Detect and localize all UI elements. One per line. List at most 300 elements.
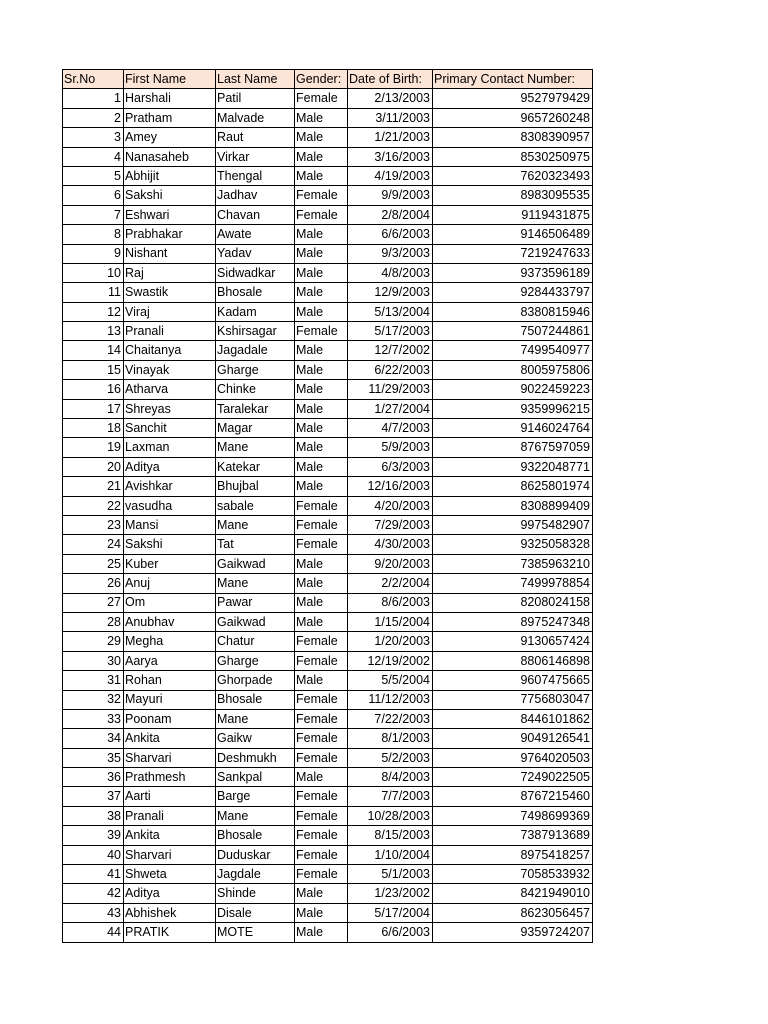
- table-row: [63, 651, 593, 670]
- cell-sr-no: 7: [63, 205, 124, 224]
- cell-gender: Female: [295, 322, 348, 341]
- cell-last-name: Duduskar: [216, 845, 295, 864]
- cell-dob: 6/22/2003: [348, 360, 433, 379]
- header-first-name: First Name: [124, 70, 216, 89]
- cell-last-name: Barge: [216, 787, 295, 806]
- table-row: [63, 147, 593, 166]
- table-row: [63, 806, 593, 825]
- cell-sr-no: 34: [63, 729, 124, 748]
- cell-last-name: Ghorpade: [216, 671, 295, 690]
- cell-dob: 12/19/2002: [348, 651, 433, 670]
- cell-first-name: Viraj: [124, 302, 216, 321]
- cell-gender: Female: [295, 496, 348, 515]
- table-row: [63, 166, 593, 185]
- cell-sr-no: 24: [63, 535, 124, 554]
- cell-gender: Female: [295, 865, 348, 884]
- cell-gender: Female: [295, 186, 348, 205]
- cell-first-name: Anubhav: [124, 612, 216, 631]
- cell-dob: 8/15/2003: [348, 826, 433, 845]
- cell-phone: 9130657424: [433, 632, 593, 651]
- cell-phone: 7620323493: [433, 166, 593, 185]
- cell-gender: Female: [295, 690, 348, 709]
- cell-first-name: Sharvari: [124, 748, 216, 767]
- cell-gender: Male: [295, 612, 348, 631]
- cell-last-name: Gaikwad: [216, 612, 295, 631]
- cell-dob: 7/29/2003: [348, 515, 433, 534]
- table-row: [63, 865, 593, 884]
- cell-gender: Male: [295, 554, 348, 573]
- cell-sr-no: 38: [63, 806, 124, 825]
- cell-gender: Male: [295, 884, 348, 903]
- cell-phone: 9022459223: [433, 380, 593, 399]
- cell-sr-no: 23: [63, 515, 124, 534]
- table-row: [63, 903, 593, 922]
- cell-sr-no: 35: [63, 748, 124, 767]
- cell-sr-no: 42: [63, 884, 124, 903]
- cell-first-name: Prabhakar: [124, 225, 216, 244]
- cell-sr-no: 17: [63, 399, 124, 418]
- cell-gender: Female: [295, 826, 348, 845]
- cell-first-name: Aarya: [124, 651, 216, 670]
- cell-dob: 5/2/2003: [348, 748, 433, 767]
- cell-first-name: Shweta: [124, 865, 216, 884]
- cell-gender: Male: [295, 302, 348, 321]
- cell-phone: 7499540977: [433, 341, 593, 360]
- cell-first-name: Sanchit: [124, 419, 216, 438]
- cell-first-name: Om: [124, 593, 216, 612]
- table-row: [63, 399, 593, 418]
- cell-first-name: Avishkar: [124, 477, 216, 496]
- header-gender: Gender:: [295, 70, 348, 89]
- cell-phone: 8380815946: [433, 302, 593, 321]
- cell-gender: Male: [295, 244, 348, 263]
- cell-gender: Male: [295, 903, 348, 922]
- cell-phone: 9049126541: [433, 729, 593, 748]
- cell-phone: 9284433797: [433, 283, 593, 302]
- cell-sr-no: 32: [63, 690, 124, 709]
- cell-sr-no: 22: [63, 496, 124, 515]
- cell-last-name: Awate: [216, 225, 295, 244]
- table-row: [63, 283, 593, 302]
- cell-dob: 12/16/2003: [348, 477, 433, 496]
- table-row: [63, 380, 593, 399]
- cell-phone: 7385963210: [433, 554, 593, 573]
- cell-phone: 8446101862: [433, 709, 593, 728]
- cell-first-name: Anuj: [124, 574, 216, 593]
- cell-gender: Female: [295, 787, 348, 806]
- cell-last-name: Chatur: [216, 632, 295, 651]
- table-row: [63, 515, 593, 534]
- table-row: [63, 768, 593, 787]
- cell-dob: 8/6/2003: [348, 593, 433, 612]
- cell-sr-no: 43: [63, 903, 124, 922]
- cell-gender: Male: [295, 225, 348, 244]
- cell-dob: 6/6/2003: [348, 225, 433, 244]
- cell-phone: 8005975806: [433, 360, 593, 379]
- cell-dob: 4/30/2003: [348, 535, 433, 554]
- cell-phone: 8983095535: [433, 186, 593, 205]
- cell-sr-no: 33: [63, 709, 124, 728]
- table-row: [63, 186, 593, 205]
- cell-dob: 9/9/2003: [348, 186, 433, 205]
- cell-sr-no: 40: [63, 845, 124, 864]
- cell-dob: 6/6/2003: [348, 923, 433, 942]
- cell-first-name: Vinayak: [124, 360, 216, 379]
- cell-sr-no: 21: [63, 477, 124, 496]
- cell-dob: 8/1/2003: [348, 729, 433, 748]
- cell-last-name: Virkar: [216, 147, 295, 166]
- cell-dob: 12/9/2003: [348, 283, 433, 302]
- cell-dob: 1/27/2004: [348, 399, 433, 418]
- cell-dob: 4/20/2003: [348, 496, 433, 515]
- cell-dob: 5/9/2003: [348, 438, 433, 457]
- table-row: [63, 671, 593, 690]
- cell-gender: Male: [295, 457, 348, 476]
- cell-first-name: Shreyas: [124, 399, 216, 418]
- cell-gender: Male: [295, 360, 348, 379]
- cell-first-name: Aditya: [124, 457, 216, 476]
- cell-last-name: Mane: [216, 709, 295, 728]
- cell-first-name: Prathmesh: [124, 768, 216, 787]
- cell-last-name: Mane: [216, 806, 295, 825]
- cell-gender: Male: [295, 419, 348, 438]
- cell-last-name: Disale: [216, 903, 295, 922]
- table-row: [63, 826, 593, 845]
- cell-last-name: Gaikwad: [216, 554, 295, 573]
- cell-last-name: Mane: [216, 515, 295, 534]
- cell-first-name: Atharva: [124, 380, 216, 399]
- student-table: [62, 69, 593, 943]
- cell-gender: Female: [295, 806, 348, 825]
- cell-gender: Female: [295, 845, 348, 864]
- cell-gender: Female: [295, 89, 348, 108]
- cell-sr-no: 13: [63, 322, 124, 341]
- cell-last-name: Bhosale: [216, 283, 295, 302]
- cell-sr-no: 15: [63, 360, 124, 379]
- cell-last-name: Kadam: [216, 302, 295, 321]
- table-row: [63, 302, 593, 321]
- cell-last-name: Gharge: [216, 360, 295, 379]
- cell-sr-no: 27: [63, 593, 124, 612]
- cell-gender: Female: [295, 729, 348, 748]
- cell-last-name: Chavan: [216, 205, 295, 224]
- cell-gender: Male: [295, 399, 348, 418]
- cell-sr-no: 9: [63, 244, 124, 263]
- cell-gender: Male: [295, 166, 348, 185]
- cell-first-name: Mayuri: [124, 690, 216, 709]
- table-row: [63, 244, 593, 263]
- cell-last-name: Thengal: [216, 166, 295, 185]
- cell-last-name: Yadav: [216, 244, 295, 263]
- cell-phone: 8975418257: [433, 845, 593, 864]
- cell-last-name: Sankpal: [216, 768, 295, 787]
- cell-first-name: Swastik: [124, 283, 216, 302]
- cell-first-name: Sakshi: [124, 535, 216, 554]
- cell-last-name: Gharge: [216, 651, 295, 670]
- cell-sr-no: 25: [63, 554, 124, 573]
- cell-gender: Female: [295, 205, 348, 224]
- cell-phone: 8625801974: [433, 477, 593, 496]
- header-last-name: Last Name: [216, 70, 295, 89]
- table-row: [63, 322, 593, 341]
- cell-phone: 9607475665: [433, 671, 593, 690]
- cell-sr-no: 19: [63, 438, 124, 457]
- cell-last-name: Gaikw: [216, 729, 295, 748]
- cell-phone: 9975482907: [433, 515, 593, 534]
- cell-first-name: vasudha: [124, 496, 216, 515]
- cell-first-name: Poonam: [124, 709, 216, 728]
- cell-phone: 9527979429: [433, 89, 593, 108]
- cell-gender: Male: [295, 283, 348, 302]
- cell-first-name: Chaitanya: [124, 341, 216, 360]
- table-row: [63, 632, 593, 651]
- cell-dob: 5/17/2003: [348, 322, 433, 341]
- cell-last-name: Magar: [216, 419, 295, 438]
- cell-dob: 5/13/2004: [348, 302, 433, 321]
- cell-last-name: Jadhav: [216, 186, 295, 205]
- cell-sr-no: 4: [63, 147, 124, 166]
- table-body: [63, 89, 593, 942]
- cell-phone: 7249022505: [433, 768, 593, 787]
- cell-sr-no: 2: [63, 108, 124, 127]
- table-row: [63, 457, 593, 476]
- cell-first-name: Abhijit: [124, 166, 216, 185]
- cell-gender: Male: [295, 108, 348, 127]
- cell-last-name: Kshirsagar: [216, 322, 295, 341]
- cell-dob: 3/11/2003: [348, 108, 433, 127]
- cell-dob: 2/2/2004: [348, 574, 433, 593]
- cell-dob: 1/15/2004: [348, 612, 433, 631]
- cell-dob: 9/20/2003: [348, 554, 433, 573]
- cell-dob: 11/29/2003: [348, 380, 433, 399]
- cell-sr-no: 39: [63, 826, 124, 845]
- cell-sr-no: 11: [63, 283, 124, 302]
- cell-dob: 9/3/2003: [348, 244, 433, 263]
- table-row: [63, 128, 593, 147]
- cell-phone: 9146024764: [433, 419, 593, 438]
- cell-phone: 9322048771: [433, 457, 593, 476]
- cell-gender: Female: [295, 535, 348, 554]
- cell-first-name: Sakshi: [124, 186, 216, 205]
- cell-first-name: Ankita: [124, 729, 216, 748]
- cell-first-name: Sharvari: [124, 845, 216, 864]
- cell-sr-no: 26: [63, 574, 124, 593]
- cell-phone: 7058533932: [433, 865, 593, 884]
- cell-last-name: Raut: [216, 128, 295, 147]
- cell-phone: 8208024158: [433, 593, 593, 612]
- cell-phone: 9119431875: [433, 205, 593, 224]
- cell-first-name: Harshali: [124, 89, 216, 108]
- cell-first-name: Kuber: [124, 554, 216, 573]
- header-row: [63, 70, 593, 89]
- cell-gender: Male: [295, 438, 348, 457]
- cell-dob: 1/10/2004: [348, 845, 433, 864]
- cell-phone: 7219247633: [433, 244, 593, 263]
- table-row: [63, 554, 593, 573]
- cell-last-name: Malvade: [216, 108, 295, 127]
- cell-sr-no: 28: [63, 612, 124, 631]
- cell-first-name: Pranali: [124, 806, 216, 825]
- table-row: [63, 108, 593, 127]
- cell-last-name: Bhosale: [216, 690, 295, 709]
- cell-dob: 11/12/2003: [348, 690, 433, 709]
- cell-sr-no: 5: [63, 166, 124, 185]
- cell-dob: 1/21/2003: [348, 128, 433, 147]
- cell-first-name: Mansi: [124, 515, 216, 534]
- table-row: [63, 205, 593, 224]
- cell-last-name: Mane: [216, 574, 295, 593]
- cell-gender: Male: [295, 263, 348, 282]
- cell-last-name: Mane: [216, 438, 295, 457]
- cell-dob: 6/3/2003: [348, 457, 433, 476]
- cell-gender: Female: [295, 515, 348, 534]
- cell-phone: 8975247348: [433, 612, 593, 631]
- cell-dob: 3/16/2003: [348, 147, 433, 166]
- cell-dob: 4/19/2003: [348, 166, 433, 185]
- cell-phone: 7499978854: [433, 574, 593, 593]
- table-row: [63, 496, 593, 515]
- cell-phone: 8806146898: [433, 651, 593, 670]
- cell-last-name: Pawar: [216, 593, 295, 612]
- cell-gender: Male: [295, 128, 348, 147]
- cell-first-name: PRATIK: [124, 923, 216, 942]
- cell-first-name: Amey: [124, 128, 216, 147]
- header-dob: Date of Birth:: [348, 70, 433, 89]
- table-row: [63, 923, 593, 942]
- cell-phone: 9146506489: [433, 225, 593, 244]
- cell-last-name: Jagdale: [216, 865, 295, 884]
- cell-dob: 12/7/2002: [348, 341, 433, 360]
- cell-dob: 1/20/2003: [348, 632, 433, 651]
- cell-phone: 8530250975: [433, 147, 593, 166]
- cell-sr-no: 29: [63, 632, 124, 651]
- cell-dob: 5/5/2004: [348, 671, 433, 690]
- table-row: [63, 845, 593, 864]
- cell-gender: Male: [295, 768, 348, 787]
- cell-sr-no: 10: [63, 263, 124, 282]
- cell-dob: 4/7/2003: [348, 419, 433, 438]
- cell-phone: 8421949010: [433, 884, 593, 903]
- cell-phone: 7498699369: [433, 806, 593, 825]
- table-row: [63, 438, 593, 457]
- cell-gender: Male: [295, 147, 348, 166]
- cell-first-name: Eshwari: [124, 205, 216, 224]
- cell-first-name: Pranali: [124, 322, 216, 341]
- cell-dob: 7/7/2003: [348, 787, 433, 806]
- cell-sr-no: 37: [63, 787, 124, 806]
- table-row: [63, 748, 593, 767]
- cell-phone: 8767597059: [433, 438, 593, 457]
- cell-last-name: Bhosale: [216, 826, 295, 845]
- cell-gender: Male: [295, 593, 348, 612]
- cell-sr-no: 3: [63, 128, 124, 147]
- cell-last-name: Sidwadkar: [216, 263, 295, 282]
- cell-sr-no: 6: [63, 186, 124, 205]
- cell-phone: 9373596189: [433, 263, 593, 282]
- cell-last-name: sabale: [216, 496, 295, 515]
- cell-last-name: MOTE: [216, 923, 295, 942]
- cell-first-name: Ankita: [124, 826, 216, 845]
- cell-gender: Female: [295, 632, 348, 651]
- table-row: [63, 89, 593, 108]
- cell-sr-no: 1: [63, 89, 124, 108]
- cell-gender: Male: [295, 574, 348, 593]
- cell-dob: 5/1/2003: [348, 865, 433, 884]
- cell-last-name: Shinde: [216, 884, 295, 903]
- cell-gender: Male: [295, 923, 348, 942]
- cell-phone: 9764020503: [433, 748, 593, 767]
- cell-gender: Female: [295, 709, 348, 728]
- cell-sr-no: 12: [63, 302, 124, 321]
- cell-sr-no: 8: [63, 225, 124, 244]
- cell-sr-no: 16: [63, 380, 124, 399]
- cell-phone: 7387913689: [433, 826, 593, 845]
- table-row: [63, 709, 593, 728]
- cell-phone: 7756803047: [433, 690, 593, 709]
- cell-first-name: Laxman: [124, 438, 216, 457]
- cell-dob: 4/8/2003: [348, 263, 433, 282]
- cell-sr-no: 20: [63, 457, 124, 476]
- cell-sr-no: 44: [63, 923, 124, 942]
- cell-dob: 7/22/2003: [348, 709, 433, 728]
- table-row: [63, 535, 593, 554]
- cell-first-name: Aditya: [124, 884, 216, 903]
- cell-sr-no: 36: [63, 768, 124, 787]
- cell-gender: Male: [295, 477, 348, 496]
- cell-last-name: Tat: [216, 535, 295, 554]
- table-row: [63, 729, 593, 748]
- table-row: [63, 884, 593, 903]
- table-row: [63, 690, 593, 709]
- cell-sr-no: 14: [63, 341, 124, 360]
- table-row: [63, 225, 593, 244]
- header-sr-no: Sr.No: [63, 70, 124, 89]
- table-row: [63, 419, 593, 438]
- cell-first-name: Raj: [124, 263, 216, 282]
- cell-phone: 9359996215: [433, 399, 593, 418]
- cell-dob: 2/8/2004: [348, 205, 433, 224]
- cell-gender: Male: [295, 380, 348, 399]
- table-row: [63, 341, 593, 360]
- cell-phone: 8767215460: [433, 787, 593, 806]
- cell-phone: 8623056457: [433, 903, 593, 922]
- cell-first-name: Nanasaheb: [124, 147, 216, 166]
- cell-last-name: Bhujbal: [216, 477, 295, 496]
- cell-last-name: Jagadale: [216, 341, 295, 360]
- cell-first-name: Megha: [124, 632, 216, 651]
- cell-sr-no: 30: [63, 651, 124, 670]
- cell-first-name: Aarti: [124, 787, 216, 806]
- header-phone: Primary Contact Number:: [433, 70, 593, 89]
- cell-phone: 9359724207: [433, 923, 593, 942]
- cell-last-name: Patil: [216, 89, 295, 108]
- cell-dob: 5/17/2004: [348, 903, 433, 922]
- cell-sr-no: 31: [63, 671, 124, 690]
- cell-phone: 9325058328: [433, 535, 593, 554]
- table-row: [63, 787, 593, 806]
- cell-phone: 7507244861: [433, 322, 593, 341]
- cell-dob: 8/4/2003: [348, 768, 433, 787]
- table-row: [63, 477, 593, 496]
- cell-sr-no: 41: [63, 865, 124, 884]
- cell-phone: 8308899409: [433, 496, 593, 515]
- cell-first-name: Rohan: [124, 671, 216, 690]
- cell-gender: Male: [295, 671, 348, 690]
- table-row: [63, 593, 593, 612]
- table-row: [63, 360, 593, 379]
- table-row: [63, 263, 593, 282]
- cell-dob: 2/13/2003: [348, 89, 433, 108]
